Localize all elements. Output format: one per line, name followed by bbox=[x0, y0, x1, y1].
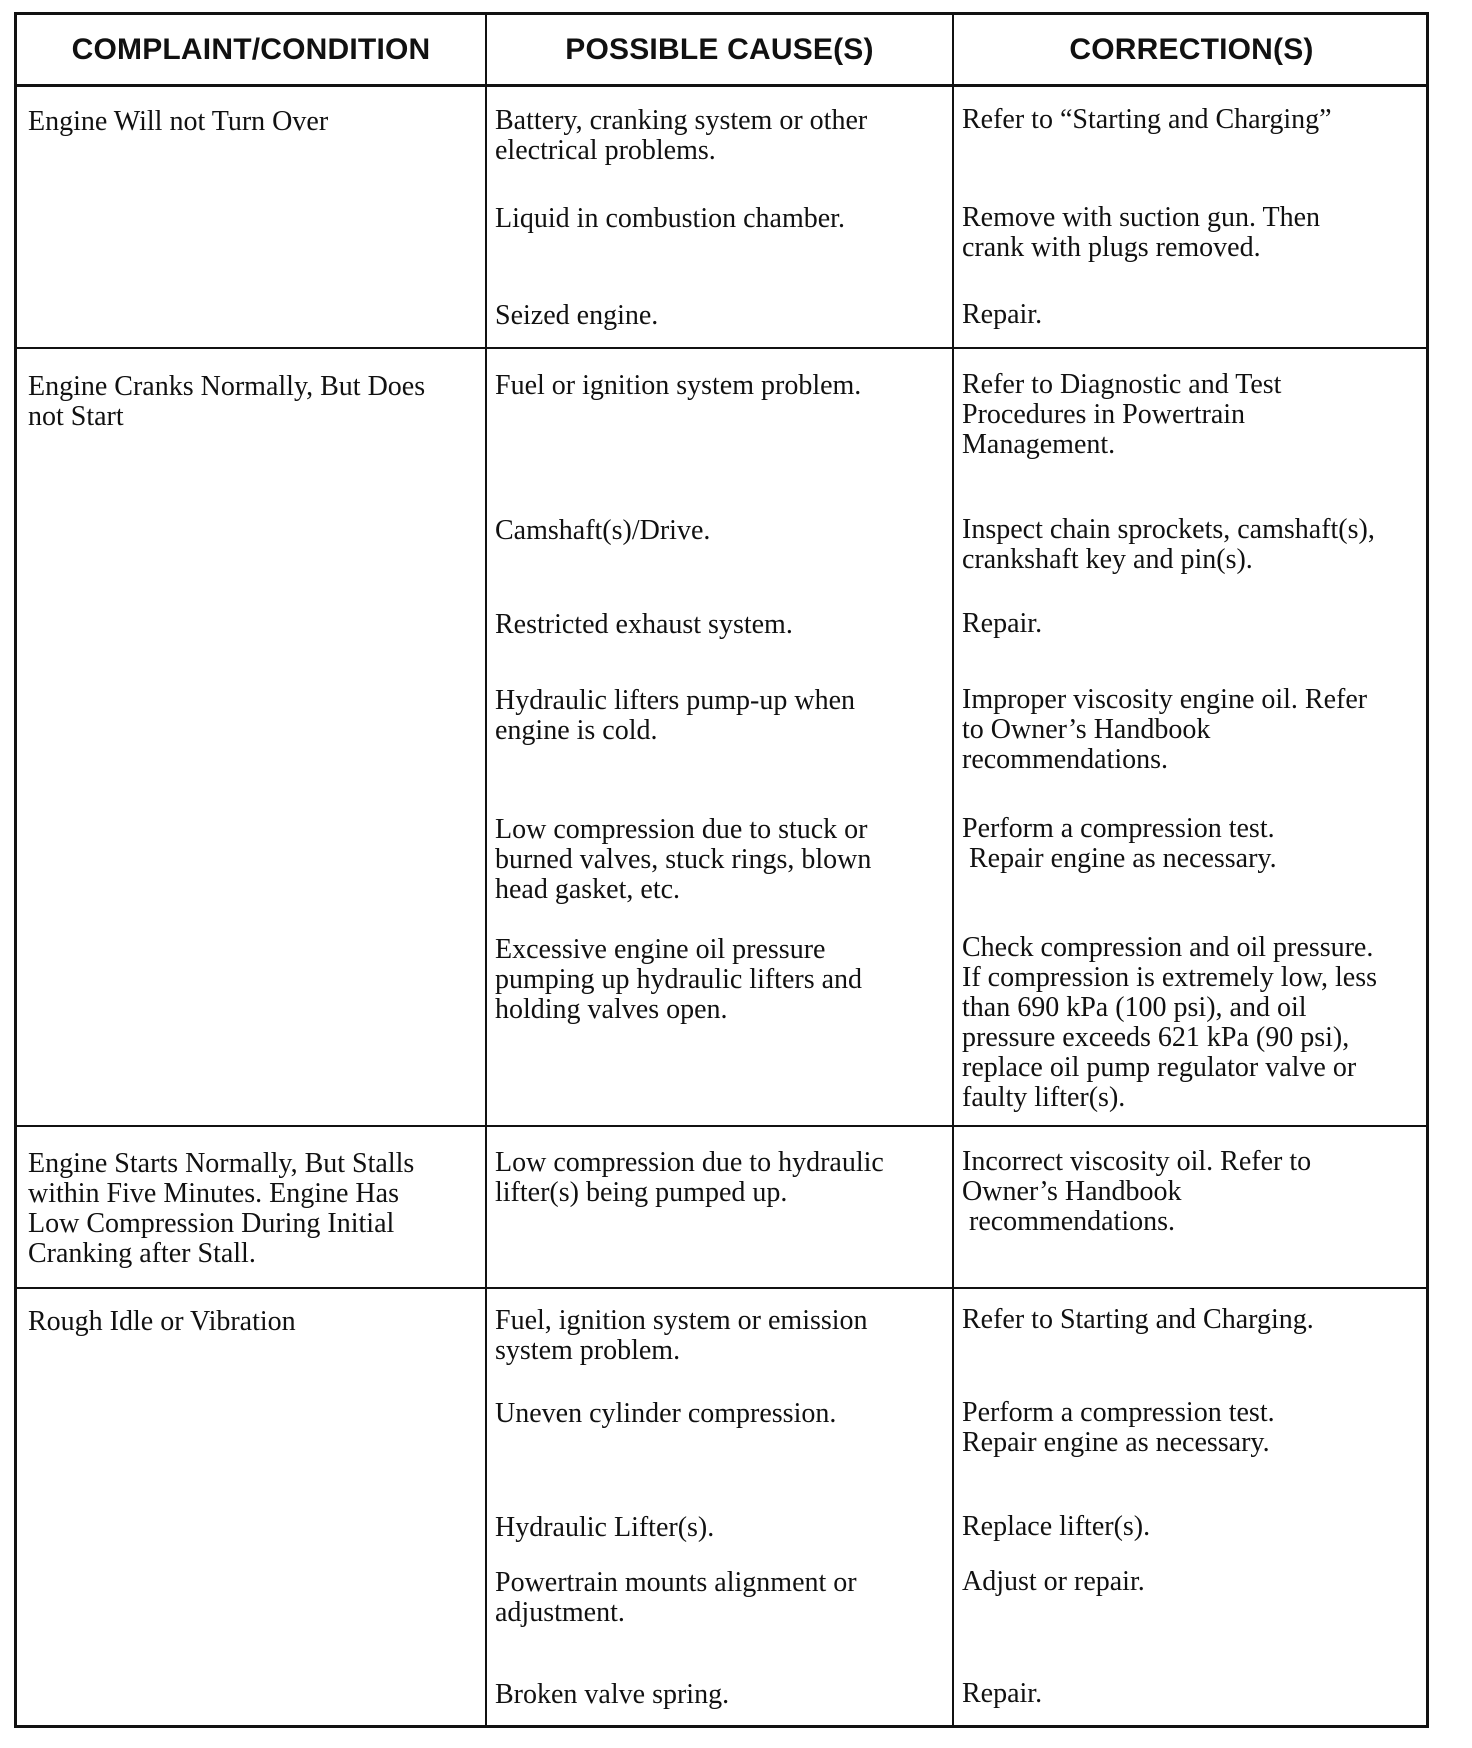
header-cause: POSSIBLE CAUSE(S) bbox=[565, 33, 874, 66]
text-line: to Owner’s Handbook bbox=[962, 714, 1211, 745]
text-line: pumping up hydraulic lifters and bbox=[495, 964, 863, 995]
complaint-cell bbox=[28, 107, 328, 137]
text-line: faulty lifter(s). bbox=[962, 1082, 1126, 1113]
text-line: lifter(s) being pumped up. bbox=[495, 1177, 788, 1208]
cause-cell bbox=[495, 1148, 884, 1208]
text-line: recommendations. bbox=[962, 1206, 1176, 1237]
text-line: Procedures in Powertrain bbox=[962, 399, 1246, 430]
cause-cell bbox=[495, 610, 793, 640]
row-divider bbox=[17, 347, 1426, 349]
cause-cell bbox=[495, 815, 871, 905]
cause-cell bbox=[495, 204, 845, 234]
text-line: Restricted exhaust system. bbox=[495, 609, 793, 640]
text-line: pressure exceeds 621 kPa (90 psi), bbox=[962, 1022, 1350, 1053]
complaint-cell bbox=[28, 372, 425, 432]
text-line: crank with plugs removed. bbox=[962, 232, 1261, 263]
text-line: Repair. bbox=[962, 608, 1043, 639]
correction-cell bbox=[962, 1679, 1042, 1709]
text-line: than 690 kPa (100 psi), and oil bbox=[962, 992, 1307, 1023]
cause-cell bbox=[495, 371, 861, 401]
text-line: Uneven cylinder compression. bbox=[495, 1398, 837, 1429]
text-line: adjustment. bbox=[495, 1597, 625, 1628]
text-line: Fuel, ignition system or emission bbox=[495, 1305, 868, 1336]
text-line: within Five Minutes. Engine Has bbox=[28, 1178, 399, 1209]
text-line: Low Compression During Initial bbox=[28, 1208, 395, 1239]
text-line: Engine Starts Normally, But Stalls bbox=[28, 1148, 415, 1179]
text-line: Repair engine as necessary. bbox=[962, 843, 1277, 874]
correction-cell bbox=[962, 685, 1367, 775]
text-line: Owner’s Handbook bbox=[962, 1176, 1182, 1207]
text-line: not Start bbox=[28, 401, 124, 432]
header-complaint: COMPLAINT/CONDITION bbox=[71, 33, 431, 66]
cause-cell bbox=[495, 686, 855, 746]
column-divider bbox=[952, 15, 954, 1725]
complaint-cell bbox=[28, 1149, 414, 1269]
correction-cell bbox=[962, 1305, 1314, 1335]
correction-cell bbox=[962, 370, 1281, 460]
text-line: Refer to Diagnostic and Test bbox=[962, 369, 1282, 400]
text-line: Remove with suction gun. Then bbox=[962, 202, 1320, 233]
text-line: Repair. bbox=[962, 1678, 1043, 1709]
text-line: Hydraulic lifters pump-up when bbox=[495, 685, 856, 716]
text-line: Hydraulic Lifter(s). bbox=[495, 1512, 715, 1543]
header-correction: CORRECTION(S) bbox=[1069, 33, 1314, 66]
text-line: Repair. bbox=[962, 299, 1043, 330]
text-line: replace oil pump regulator valve or bbox=[962, 1052, 1357, 1083]
text-line: Adjust or repair. bbox=[962, 1566, 1145, 1597]
correction-cell bbox=[962, 609, 1042, 639]
column-divider bbox=[485, 15, 487, 1725]
text-line: electrical problems. bbox=[495, 135, 716, 166]
text-line: Fuel or ignition system problem. bbox=[495, 370, 862, 401]
text-line: Cranking after Stall. bbox=[28, 1238, 256, 1269]
cause-cell bbox=[495, 106, 867, 166]
text-line: Refer to “Starting and Charging” bbox=[962, 104, 1332, 135]
correction-cell bbox=[962, 300, 1042, 330]
cause-cell bbox=[495, 935, 862, 1025]
cause-cell bbox=[495, 1568, 857, 1628]
text-line: Powertrain mounts alignment or bbox=[495, 1567, 857, 1598]
text-line: Engine Cranks Normally, But Does bbox=[28, 371, 426, 402]
cause-cell bbox=[495, 1306, 868, 1366]
row-divider bbox=[17, 1125, 1426, 1127]
text-line: Perform a compression test. bbox=[962, 1397, 1275, 1428]
correction-cell bbox=[962, 203, 1320, 263]
troubleshooting-table bbox=[14, 12, 1429, 1728]
text-line: Camshaft(s)/Drive. bbox=[495, 515, 711, 546]
text-line: head gasket, etc. bbox=[495, 874, 681, 905]
text-line: Liquid in combustion chamber. bbox=[495, 203, 845, 234]
text-line: Incorrect viscosity oil. Refer to bbox=[962, 1146, 1312, 1177]
cause-cell bbox=[495, 1680, 729, 1710]
correction-cell bbox=[962, 1512, 1150, 1542]
text-line: Improper viscosity engine oil. Refer bbox=[962, 684, 1368, 715]
cause-cell bbox=[495, 301, 658, 331]
text-line: Replace lifter(s). bbox=[962, 1511, 1151, 1542]
correction-cell bbox=[962, 814, 1277, 874]
text-line: Perform a compression test. bbox=[962, 813, 1275, 844]
text-line: Inspect chain sprockets, camshaft(s), bbox=[962, 514, 1375, 545]
text-line: Rough Idle or Vibration bbox=[28, 1306, 296, 1337]
text-line: Low compression due to stuck or bbox=[495, 814, 868, 845]
text-line: Check compression and oil pressure. bbox=[962, 932, 1374, 963]
text-line: Excessive engine oil pressure bbox=[495, 934, 826, 965]
text-line: Broken valve spring. bbox=[495, 1679, 730, 1710]
row-divider bbox=[17, 1287, 1426, 1289]
text-line: recommendations. bbox=[962, 744, 1169, 775]
text-line: Repair engine as necessary. bbox=[962, 1427, 1270, 1458]
correction-cell bbox=[962, 1567, 1145, 1597]
correction-cell bbox=[962, 105, 1332, 135]
text-line: burned valves, stuck rings, blown bbox=[495, 844, 872, 875]
cause-cell bbox=[495, 1399, 836, 1429]
text-line: crankshaft key and pin(s). bbox=[962, 544, 1253, 575]
correction-cell bbox=[962, 933, 1377, 1113]
complaint-cell bbox=[28, 1307, 296, 1337]
text-line: Management. bbox=[962, 429, 1116, 460]
text-line: Seized engine. bbox=[495, 300, 659, 331]
text-line: holding valves open. bbox=[495, 994, 728, 1025]
text-line: Refer to Starting and Charging. bbox=[962, 1304, 1314, 1335]
cause-cell bbox=[495, 516, 710, 546]
cause-cell bbox=[495, 1513, 714, 1543]
correction-cell bbox=[962, 1398, 1275, 1458]
header-divider bbox=[17, 84, 1426, 87]
correction-cell bbox=[962, 1147, 1311, 1237]
text-line: engine is cold. bbox=[495, 715, 658, 746]
text-line: system problem. bbox=[495, 1335, 681, 1366]
correction-cell bbox=[962, 515, 1375, 575]
text-line: Low compression due to hydraulic bbox=[495, 1147, 884, 1178]
text-line: Battery, cranking system or other bbox=[495, 105, 868, 136]
text-line: Engine Will not Turn Over bbox=[28, 106, 329, 137]
text-line: If compression is extremely low, less bbox=[962, 962, 1377, 993]
